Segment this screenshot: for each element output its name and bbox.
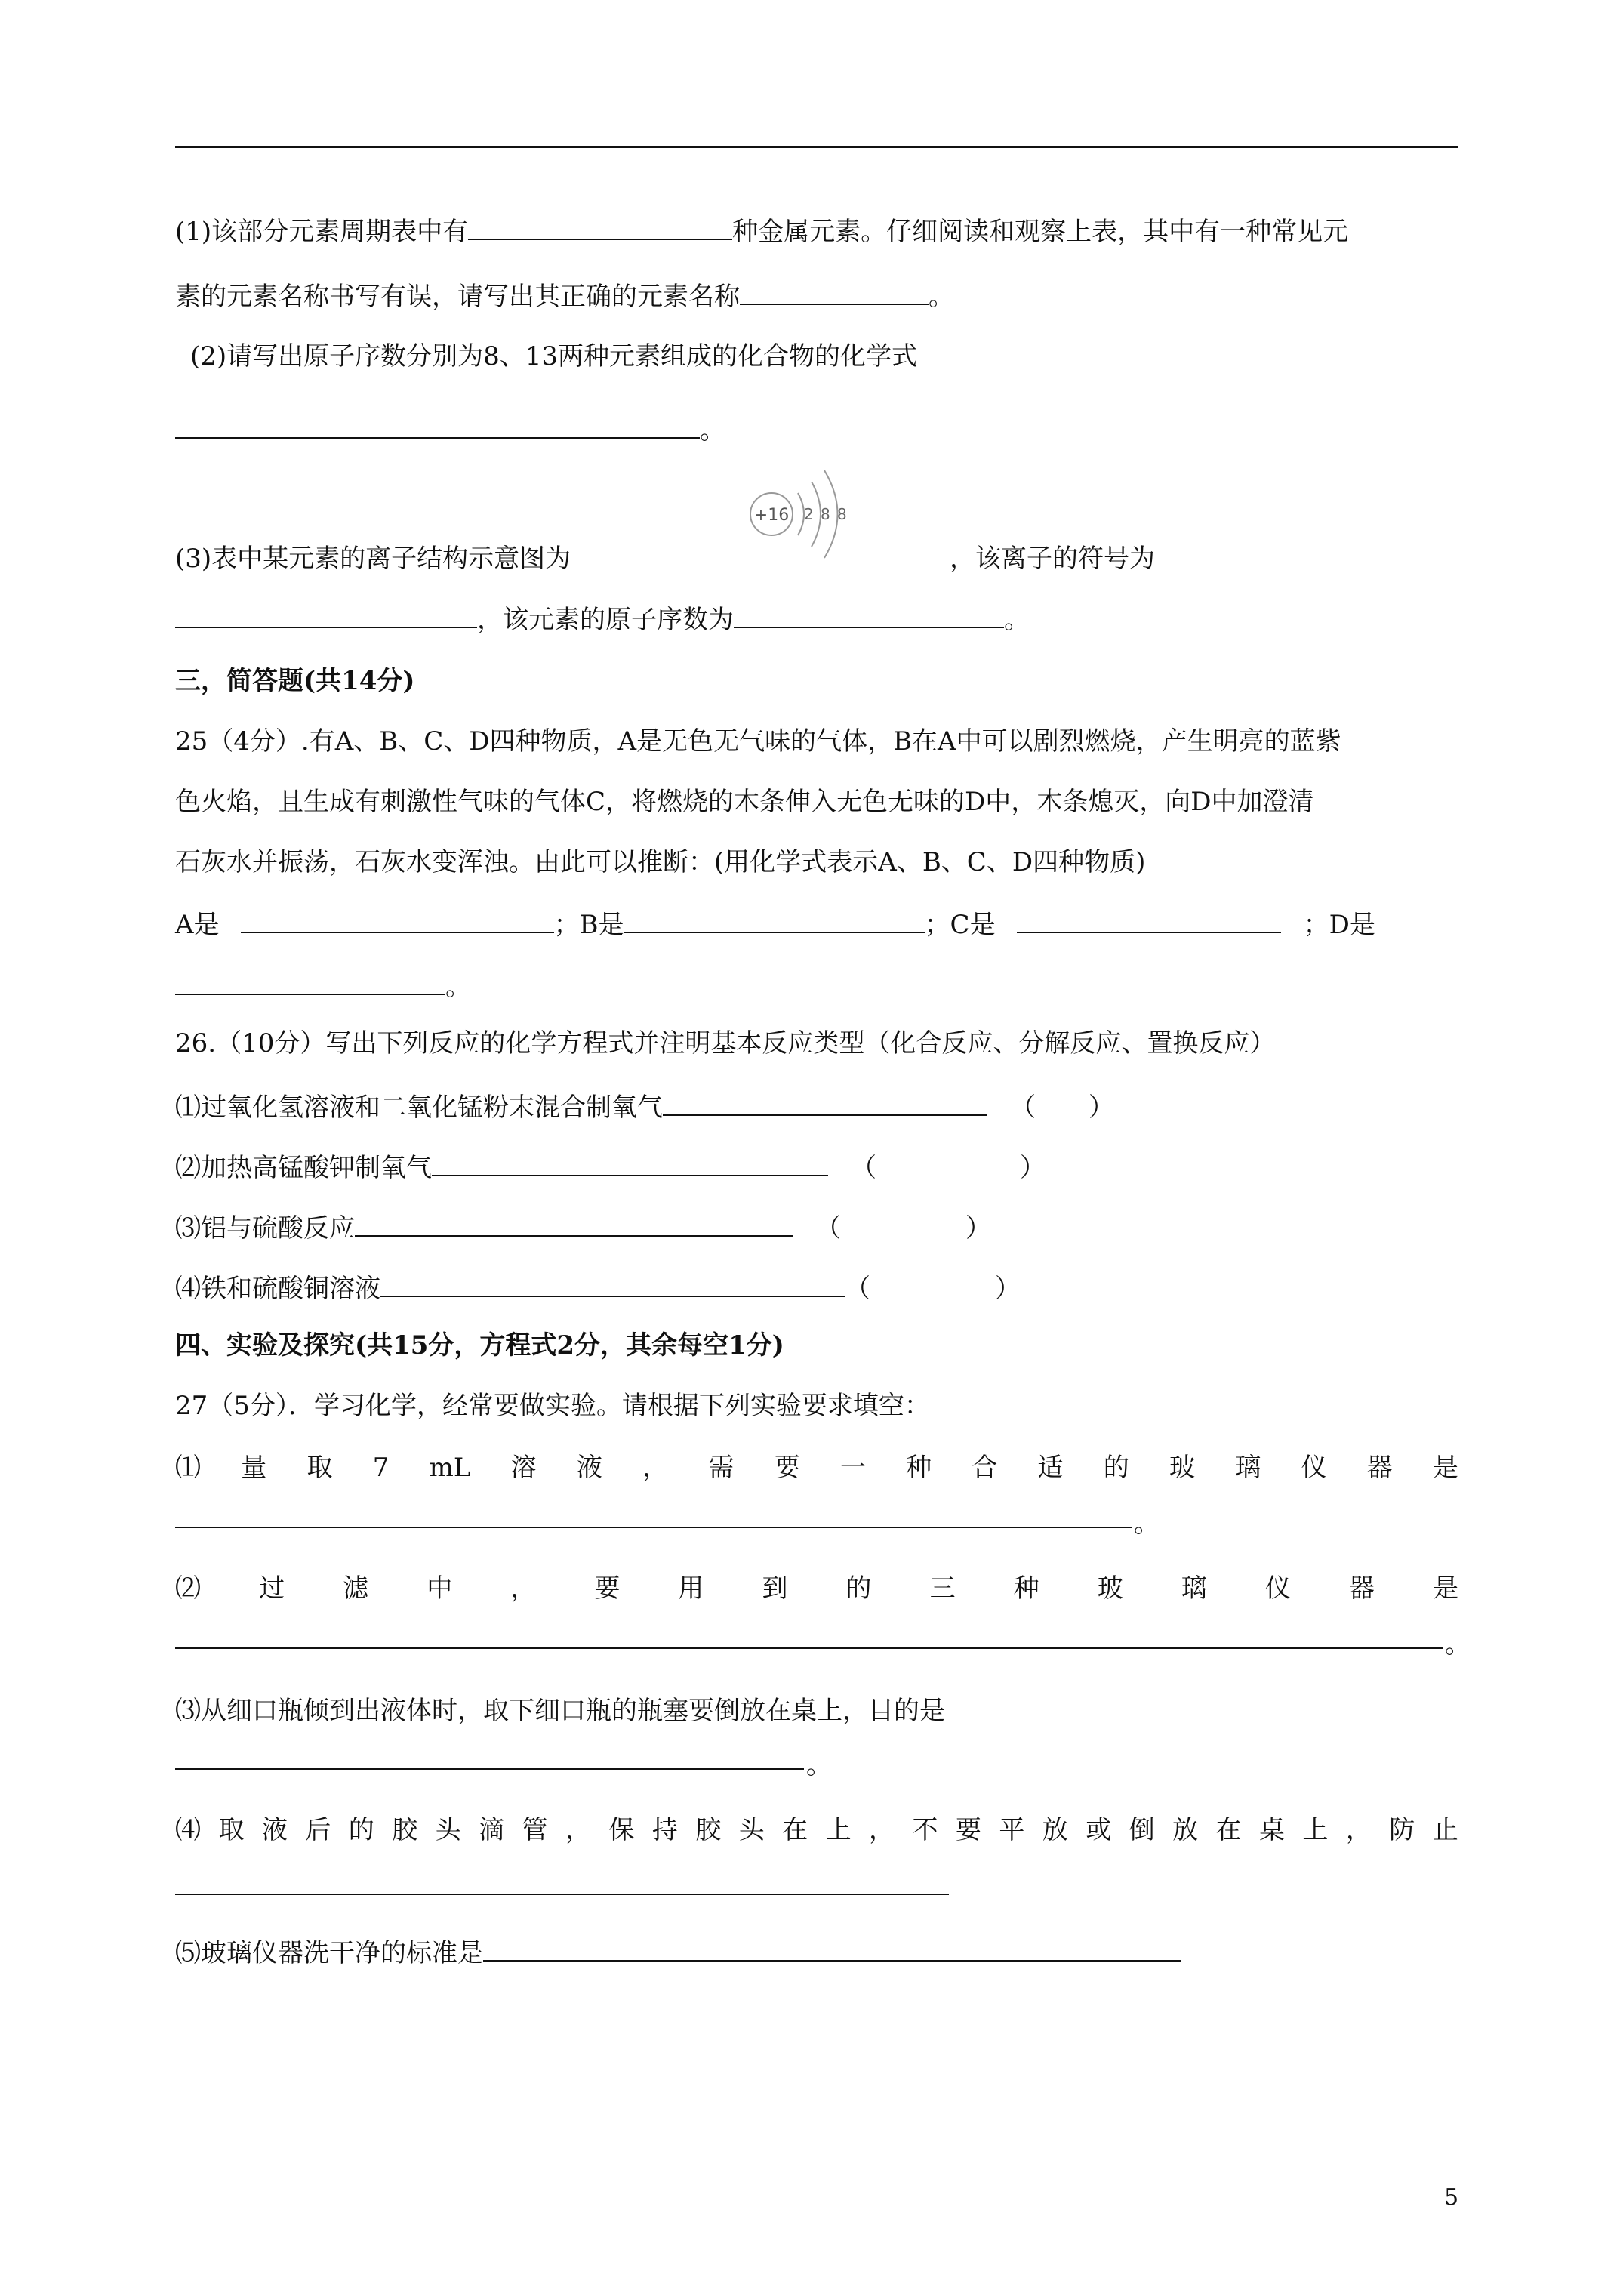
p2-char: 仪 (1264, 1573, 1291, 1604)
p2-char: 三 (929, 1573, 956, 1604)
answer-blank-d[interactable] (175, 968, 445, 995)
p4-char: ， (869, 1815, 895, 1845)
q27-part5-line: ⑸玻璃仪器洗干净的标准是 (175, 1934, 1181, 1970)
answer-blank-q27-part4[interactable] (175, 1894, 949, 1895)
p4-char: 液 (261, 1815, 288, 1845)
q27-part3-line: ⑶从细口瓶倾到出液体时，取下细口瓶的瓶塞要倒放在桌上，目的是 (175, 1696, 945, 1726)
q24-part1-line1: (1)该部分元素周期表中有 种金属元素。仔细阅读和观察上表，其中有一种常见元 (175, 213, 1348, 248)
p1-char: 仪 (1301, 1453, 1327, 1483)
header-rule (175, 146, 1458, 148)
answer-blank-ion-symbol[interactable] (175, 601, 477, 628)
p1-char: 玻 (1169, 1453, 1195, 1483)
p1-char: 溶 (510, 1453, 537, 1483)
p4-char: 在 (1215, 1815, 1242, 1845)
answer-blank-q27-part2[interactable] (175, 1647, 1443, 1649)
p4-char: 平 (999, 1815, 1025, 1845)
p4-char: 胶 (392, 1815, 418, 1845)
electron-shell-1 (798, 493, 804, 535)
q27-part1-line (175, 1451, 1458, 1484)
q24-part3-line2: ，该元素的原子序数为 。 (175, 601, 1030, 636)
answer-blank-equation-2[interactable] (432, 1149, 828, 1176)
q25-answer-line: A是 ；B是 ；C是 ；D是 (175, 906, 1375, 942)
p4-char: 上 (1302, 1815, 1329, 1845)
p1-char: mL (429, 1453, 471, 1483)
p2-char: 用 (678, 1573, 704, 1604)
p4-char: 在 (782, 1815, 808, 1845)
p4-char: 或 (1086, 1815, 1112, 1845)
p4-char: 桌 (1258, 1815, 1285, 1845)
p4-char: ⑷ (175, 1815, 201, 1845)
p4-char: 止 (1432, 1815, 1458, 1845)
page-number: 5 (1444, 2184, 1459, 2211)
p4-char: 防 (1389, 1815, 1415, 1845)
p2-char: 中 (427, 1573, 453, 1604)
p4-char: 要 (955, 1815, 981, 1845)
shell-electrons-3: 8 (837, 505, 847, 523)
section4-title: 四、实验及探究(共15分，方程式2分，其余每空1分) (175, 1330, 784, 1361)
answer-blank-equation-1[interactable] (663, 1089, 987, 1116)
q27-title: 27（5分）．学习化学，经常要做实验。请根据下列实验要求填空： (175, 1391, 930, 1421)
q26-reaction-4: ⑷铁和硫酸铜溶液 （ ） (175, 1270, 1021, 1305)
p2-char: 器 (1348, 1573, 1375, 1604)
p1-char: ， (642, 1453, 669, 1483)
p4-char: 取 (218, 1815, 245, 1845)
q24-part1-line2: 素的元素名称书写有误，请写出其正确的元素名称 。 (175, 278, 954, 313)
ion-structure-diagram (736, 451, 902, 561)
q25-line3: 石灰水并振荡，石灰水变浑浊。由此可以推断：(用化学式表示A、B、C、D四种物质) (175, 847, 1146, 877)
answer-blank-equation-4[interactable] (380, 1270, 845, 1297)
p2-char: 的 (845, 1573, 872, 1604)
answer-blank-q27-part3[interactable] (175, 1768, 804, 1770)
p4-char: 滴 (479, 1815, 505, 1845)
shell-electrons-2: 8 (821, 505, 830, 523)
p2-char: 璃 (1181, 1573, 1207, 1604)
p1-char: 取 (306, 1453, 333, 1483)
p1-char: 璃 (1235, 1453, 1261, 1483)
p2-char: 滤 (343, 1573, 369, 1604)
p4-char: ， (1345, 1815, 1372, 1845)
p4-char: 后 (305, 1815, 331, 1845)
answer-blank-element-name[interactable] (740, 278, 929, 305)
answer-blank-atomic-number[interactable] (734, 601, 1004, 628)
answer-blank-a[interactable] (241, 906, 554, 933)
q27-part2-period: 。 (1445, 1629, 1471, 1660)
p2-char: 到 (762, 1573, 788, 1604)
p4-char: ， (565, 1815, 591, 1845)
q26-reaction-3: ⑶铝与硫酸反应 （ ） (175, 1210, 991, 1245)
p4-char: 放 (1172, 1815, 1199, 1845)
q25-line2: 色火焰，且生成有刺激性气味的气体C，将燃烧的木条伸入无色无味的D中，木条熄灭，向D中加澄清 (175, 787, 1314, 817)
q26-title: 26.（10分）写出下列反应的化学方程式并注明基本反应类型（化合反应、分解反应、置换反应） (175, 1028, 1276, 1059)
q25-line1: 25（4分）.有A、B、C、D四种物质，A是无色无气味的气体，B在A中可以剧烈燃烧，产生明亮的蓝紫 (175, 726, 1341, 757)
p4-char: 的 (348, 1815, 374, 1845)
p4-char: 放 (1042, 1815, 1068, 1845)
p2-char: 是 (1432, 1573, 1458, 1604)
answer-blank-equation-3[interactable] (355, 1210, 793, 1237)
p2-char: 玻 (1097, 1573, 1123, 1604)
p2-char: ， (510, 1573, 537, 1604)
answer-blank-q27-part1[interactable] (175, 1527, 1132, 1528)
p1-char: 要 (774, 1453, 800, 1483)
shell-electrons-1: 2 (804, 505, 814, 523)
answer-blank-c[interactable] (1017, 906, 1281, 933)
p1-char: 种 (906, 1453, 932, 1483)
p4-char: 管 (522, 1815, 548, 1845)
p4-char: 持 (651, 1815, 678, 1845)
p1-char: ⑴ (175, 1453, 201, 1483)
q26-reaction-2: ⑵加热高锰酸钾制氧气 （ ） (175, 1149, 1046, 1185)
q24-part2-line: (2)请写出原子序数分别为8、13两种元素组成的化合物的化学式 (190, 341, 918, 371)
q27-part2-line (175, 1572, 1458, 1605)
p1-char: 的 (1103, 1453, 1129, 1483)
q25-answer-line-d: 。 (175, 968, 471, 1003)
p4-char: 头 (435, 1815, 461, 1845)
answer-blank-metal-count[interactable] (468, 213, 732, 240)
q24-part3-line1-tail: ，该离子的符号为 (950, 544, 1155, 574)
q24-part3-line1: (3)表中某元素的离子结构示意图为 (175, 544, 571, 574)
p2-char: 种 (1013, 1573, 1039, 1604)
p1-char: 量 (241, 1453, 267, 1483)
p2-char: 要 (594, 1573, 621, 1604)
q27-part3-period: 。 (806, 1750, 832, 1780)
p4-char: 不 (912, 1815, 938, 1845)
p2-char: ⑵ (175, 1573, 201, 1604)
p4-char: 上 (825, 1815, 852, 1845)
p1-char: 一 (839, 1453, 866, 1483)
p1-char: 是 (1432, 1453, 1458, 1483)
answer-blank-compound-formula[interactable] (175, 411, 700, 439)
answer-blank-b[interactable] (624, 906, 925, 933)
p1-char: 适 (1037, 1453, 1064, 1483)
p4-char: 保 (608, 1815, 635, 1845)
nucleus-charge: +16 (753, 506, 790, 525)
p2-char: 过 (259, 1573, 285, 1604)
q27-part1-period: 。 (1134, 1509, 1160, 1539)
p4-char: 头 (738, 1815, 765, 1845)
q27-part4-line (175, 1814, 1458, 1847)
p4-char: 胶 (695, 1815, 722, 1845)
p1-char: 器 (1366, 1453, 1393, 1483)
p1-char: 液 (576, 1453, 602, 1483)
answer-blank-q27-part5[interactable] (483, 1934, 1181, 1962)
q26-reaction-1: ⑴过氧化氢溶液和二氧化锰粉末混合制氧气 （ ） (175, 1089, 1114, 1124)
q24-part2-answer-line: 。 (175, 411, 725, 447)
section3-title: 三，简答题(共14分) (175, 666, 415, 696)
p1-char: 需 (708, 1453, 735, 1483)
p4-char: 倒 (1129, 1815, 1155, 1845)
p1-char: 7 (372, 1453, 390, 1483)
p1-char: 合 (972, 1453, 998, 1483)
